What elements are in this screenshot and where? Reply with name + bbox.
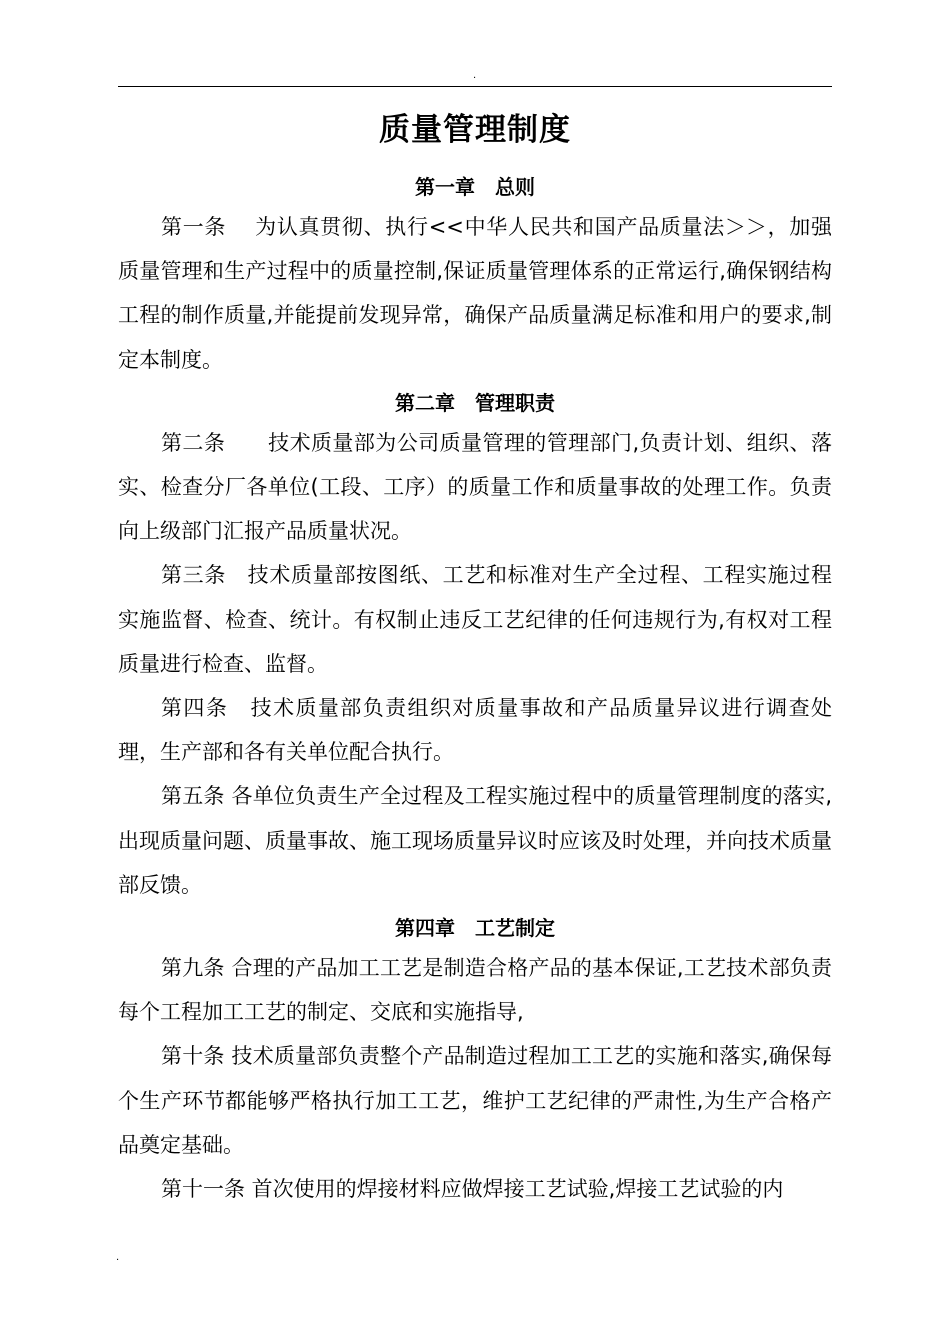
article-1: 第一条 为认真贯彻、执行<<中华人民共和国产品质量法＞＞，加强质量管理和生产过程中的质量控制,保证质量管理体系的正常运行,确保钢结构工程的制作质量,并能提前发现异常，确保产品质量满足标准和用户的要求,制定本制度。 bbox=[118, 215, 832, 372]
document-body bbox=[118, 108, 832, 1211]
article-10: 第十条 技术质量部负责整个产品制造过程加工工艺的实施和落实,确保每个生产环节都能够严格执行加工工艺，维护工艺纪律的严肃性,为生产合格产品奠定基础。 bbox=[118, 1044, 832, 1157]
article-3: 第三条 技术质量部按图纸、工艺和标准对生产全过程、工程实施过程实施监督、检查、统计。有权制止违反工艺纪律的任何违规行为,有权对工程质量进行检查、监督。 bbox=[118, 563, 832, 676]
article-2: 第二条 技术质量部为公司质量管理的管理部门,负责计划、组织、落实、检查分厂各单位(工段、工序）的质量工作和质量事故的处理工作。负责向上级部门汇报产品质量状况。 bbox=[118, 430, 832, 544]
chapter-heading-4: 第四章 工艺制定 bbox=[395, 916, 555, 941]
footer-mark: . bbox=[116, 1252, 120, 1263]
chapter-heading-2: 第二章 管理职责 bbox=[395, 390, 555, 415]
chapter-heading-1: 第一章 总则 bbox=[415, 175, 535, 199]
article-5: 第五条 各单位负责生产全过程及工程实施过程中的质量管理制度的落实,出现质量问题、质量事故、施工现场质量异议时应该及时处理，并向技术质量部反馈。 bbox=[118, 784, 832, 897]
article-11: 第十一条 首次使用的焊接材料应做焊接工艺试验,焊接工艺试验的内 bbox=[161, 1177, 784, 1202]
document-title: 质量管理制度 bbox=[379, 112, 571, 148]
header-rule bbox=[118, 86, 832, 87]
header-mark: . bbox=[473, 70, 477, 81]
article-9: 第九条 合理的产品加工工艺是制造合格产品的基本保证,工艺技术部负责每个工程加工工艺的制定、交底和实施指导, bbox=[118, 956, 832, 1025]
article-4: 第四条 技术质量部负责组织对质量事故和产品质量异议进行调查处理，生产部和各有关单位配合执行。 bbox=[118, 696, 832, 765]
